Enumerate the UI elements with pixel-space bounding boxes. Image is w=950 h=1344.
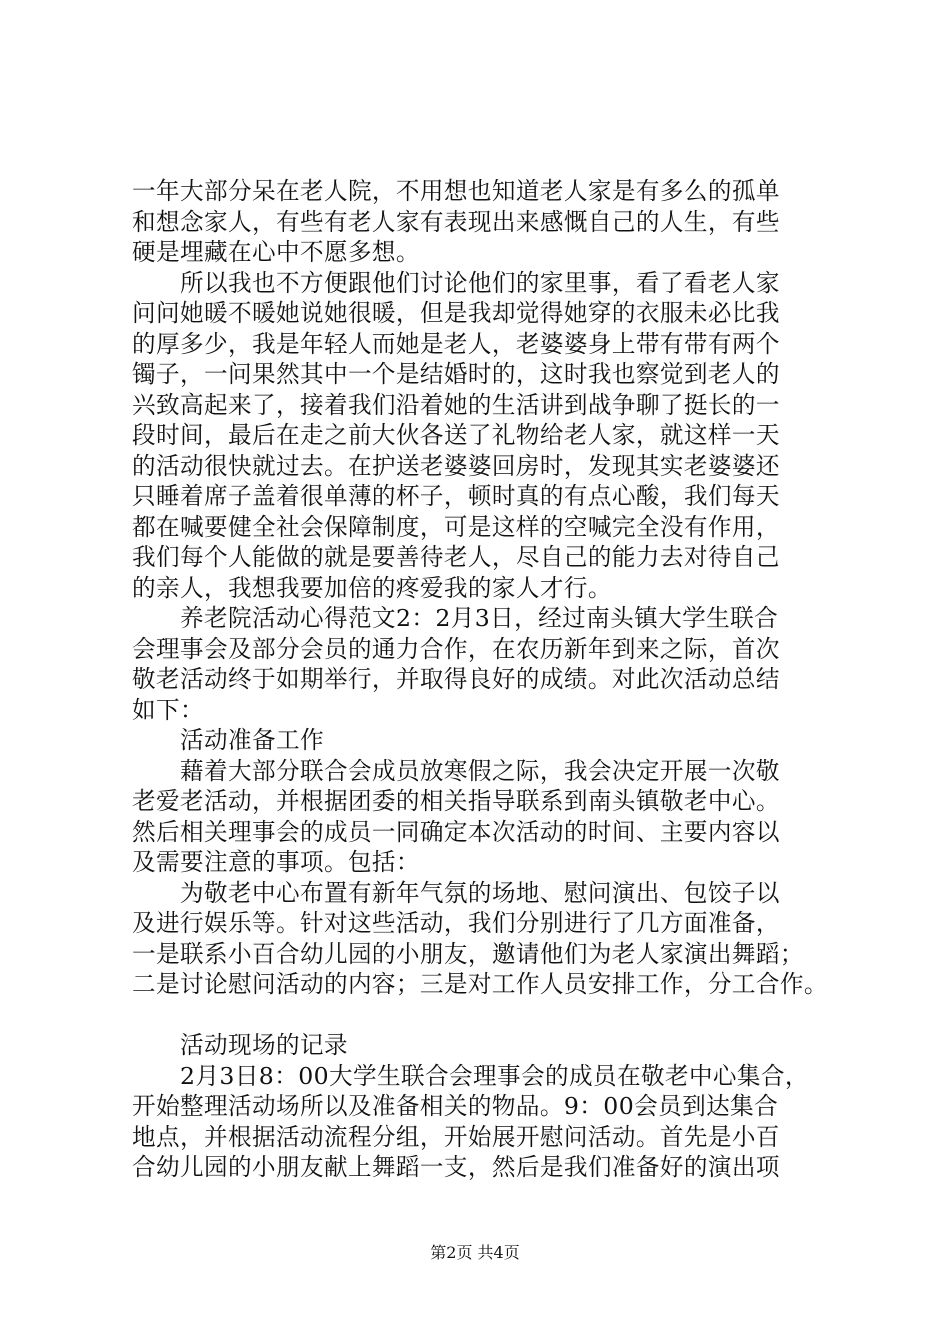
text-line: 2月3日8：00大学生联合会理事会的成员在敬老中心集合， bbox=[180, 1061, 809, 1090]
text-line: 二是讨论慰问活动的内容；三是对工作人员安排工作，分工合作。 bbox=[132, 970, 828, 998]
text-line: 都在喊要健全社会保障制度，可是这样的空喊完全没有作用， bbox=[132, 512, 780, 541]
text-line: 敬老活动终于如期举行，并取得良好的成绩。对此次活动总结 bbox=[132, 665, 780, 693]
text-line: 兴致高起来了，接着我们沿着她的生活讲到战争聊了挺长的一 bbox=[132, 390, 780, 419]
document-body bbox=[132, 176, 852, 1183]
text-line: 的亲人，我想我要加倍的疼爱我的家人才行。 bbox=[132, 573, 612, 602]
text-line: 如下： bbox=[132, 695, 204, 724]
text-line: 老爱老活动，并根据团委的相关指导联系到南头镇敬老中心。 bbox=[132, 787, 780, 815]
text-line: 只睡着席子盖着很单薄的杯子，顿时真的有点心酸，我们每天 bbox=[132, 482, 780, 510]
text-line: 地点，并根据活动流程分组，开始展开慰问活动。首先是小百 bbox=[132, 1122, 780, 1151]
text-line: 及需要注意的事项。包括： bbox=[132, 848, 420, 876]
text-line: 的厚多少，我是年轻人而她是老人，老婆婆身上带有带有两个 bbox=[132, 329, 780, 358]
text-line: 所以我也不方便跟他们讨论他们的家里事，看了看老人家 bbox=[180, 268, 780, 297]
text-line: 养老院活动心得范文2：2月3日，经过南头镇大学生联合 bbox=[180, 604, 779, 632]
text-line: 合幼儿园的小朋友献上舞蹈一支，然后是我们准备好的演出项 bbox=[132, 1153, 780, 1181]
text-line: 为敬老中心布置有新年气氛的场地、慰问演出、包饺子以 bbox=[180, 878, 780, 907]
text-line: 问问她暖不暖她说她很暖，但是我却觉得她穿的衣服未必比我 bbox=[132, 299, 780, 327]
text-line: 段时间，最后在走之前大伙各送了礼物给老人家，就这样一天 bbox=[132, 421, 780, 449]
text-line: 硬是埋藏在心中不愿多想。 bbox=[132, 238, 420, 266]
text-line: 活动准备工作 bbox=[180, 726, 324, 754]
text-line: 我们每个人能做的就是要善待老人，尽自己的能力去对待自己 bbox=[132, 543, 780, 571]
text-line: 会理事会及部分会员的通力合作，在农历新年到来之际，首次 bbox=[132, 634, 780, 663]
text-line: 开始整理活动场所以及准备相关的物品。9：00会员到达集合 bbox=[132, 1092, 779, 1120]
text-line: 镯子，一问果然其中一个是结婚时的，这时我也察觉到老人的 bbox=[132, 360, 780, 388]
text-line: 和想念家人，有些有老人家有表现出来感慨自己的人生，有些 bbox=[132, 207, 780, 236]
text-line: 藉着大部分联合会成员放寒假之际，我会决定开展一次敬 bbox=[180, 756, 780, 785]
text-line: 一年大部分呆在老人院，不用想也知道老人家是有多么的孤单 bbox=[132, 177, 780, 205]
blank-line bbox=[132, 1000, 852, 1031]
text-line: 然后相关理事会的成员一同确定本次活动的时间、主要内容以 bbox=[132, 817, 780, 846]
text-line: 一是联系小百合幼儿园的小朋友，邀请他们为老人家演出舞蹈； bbox=[132, 939, 804, 968]
text-line: 的活动很快就过去。在护送老婆婆回房时，发现其实老婆婆还 bbox=[132, 451, 780, 480]
text-line: 活动现场的记录 bbox=[180, 1031, 348, 1059]
text-line: 及进行娱乐等。针对这些活动，我们分别进行了几方面准备， bbox=[132, 909, 780, 937]
page-footer: 第2页 共4页 bbox=[430, 1243, 520, 1262]
